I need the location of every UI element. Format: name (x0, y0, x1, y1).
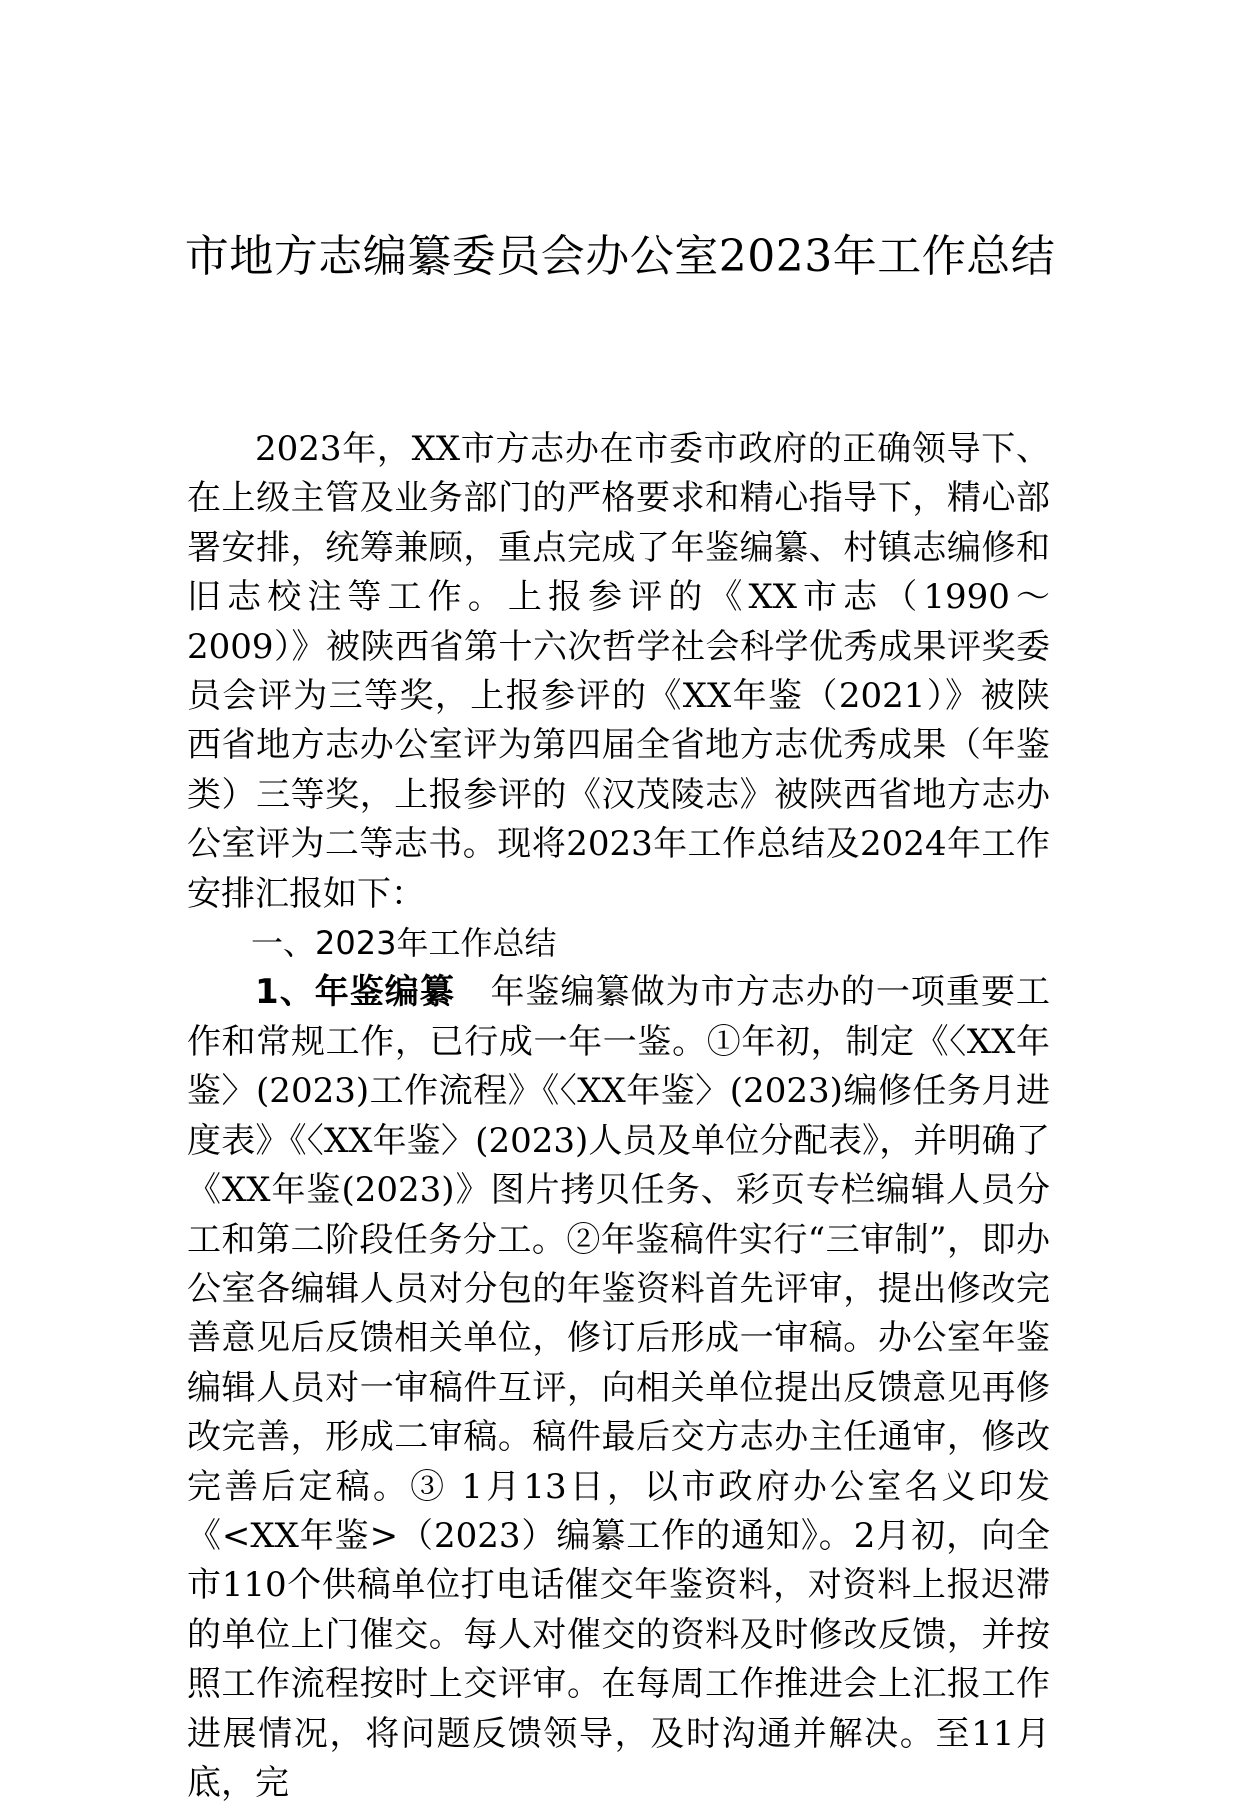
document-title: 市地方志编纂委员会办公室2023年工作总结 (184, 231, 1056, 282)
section-heading: 一、2023年工作总结 (251, 924, 557, 963)
document-body (187, 425, 1050, 1808)
section-1-label: 1、年鉴编纂 (255, 972, 455, 1013)
section-1-text: 年鉴编纂做为市方志办的一项重要工作和常规工作，已行成一年一鉴。①年初，制定《〈XX年鉴〉(2023)工作流程》《〈XX年鉴〉(2023)编修任务月进度表》《〈XX年鉴〉(2023)人员及单位分配表》，并明确了《XX年鉴(2023)》图片拷贝任务、彩页专栏编辑人员分工和第二阶段任务分工。②年鉴稿件实行“三审制”，即办公室各编辑人员对分包的年鉴资料首先评审，提出修改完善意见后反馈相关单位，修订后形成一审稿。办公室年鉴编辑人员对一审稿件互评，向相关单位提出反馈意见再修改完善，形成二审稿。稿件最后交方志办主任通审，修改完善后定稿。③ 1月13日，以市政府办公室名义印发《<XX年鉴>（2023）编纂工作的通知》。2月初，向全市110个供稿单位打电话催交年鉴资料，对资料上报迟滞的单位上门催交。每人对催交的资料及时修改反馈，并按照工作流程按时上交评审。在每周工作推进会上汇报工作进展情况，将问题反馈领导，及时沟通并解决。至11月底，完 (187, 972, 1050, 1803)
section-1-paragraph (187, 968, 1050, 1808)
intro-paragraph: 2023年，XX市方志办在市委市政府的正确领导下、在上级主管及业务部门的严格要求和精心指导下，精心部署安排，统筹兼顾，重点完成了年鉴编纂、村镇志编修和旧志校注等工作。上报参评的《XX市志（1990～2009）》被陕西省第十六次哲学社会科学优秀成果评奖委员会评为三等奖，上报参评的《XX年鉴（2021）》被陕西省地方志办公室评为第四届全省地方志优秀成果（年鉴类）三等奖，上报参评的《汉茂陵志》被陕西省地方志办公室评为二等志书。现将2023年工作总结及2024年工作安排汇报如下： (187, 429, 1050, 914)
